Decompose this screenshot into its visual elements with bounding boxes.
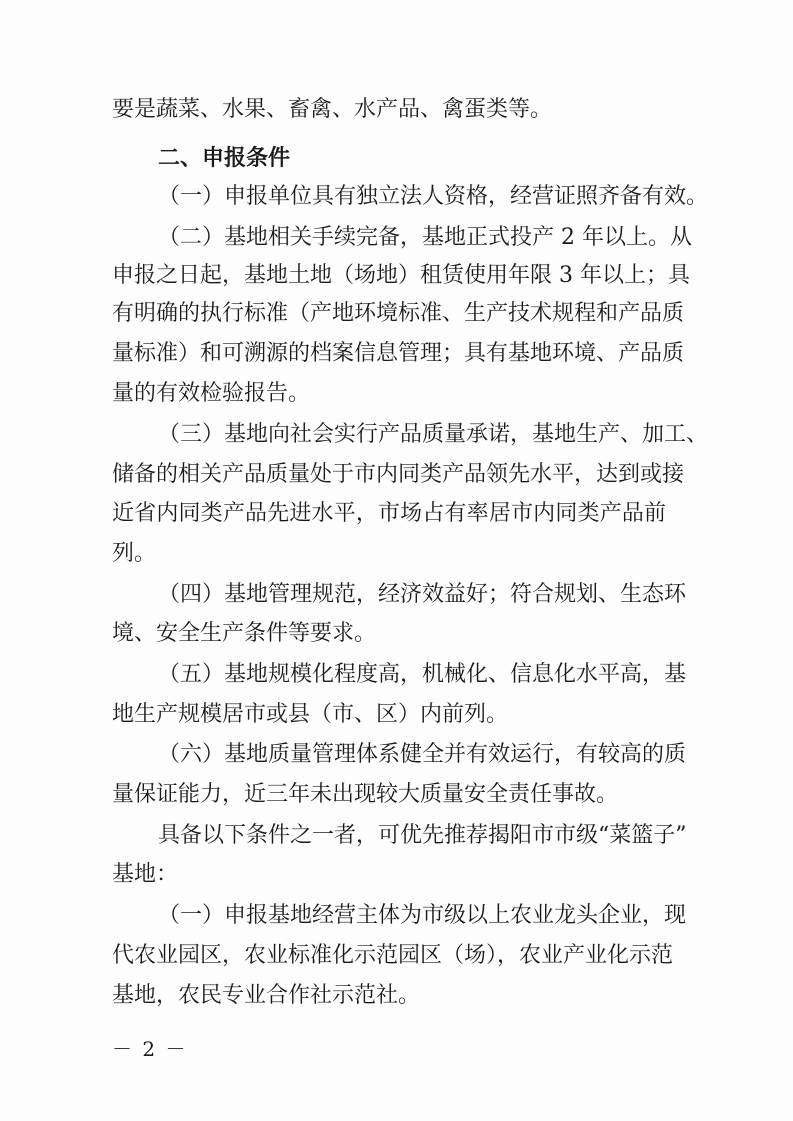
- text-line: 近省内同类产品先进水平，市场占有率居市内同类产品前: [112, 501, 666, 526]
- text-line: （二）基地相关手续完备，基地正式投产 2 年以上。从: [158, 225, 692, 250]
- text-line: 境、安全生产条件等要求。: [112, 621, 377, 646]
- text-line: 地生产规模居市或县（市、区）内前列。: [112, 702, 509, 727]
- text-line: 量的有效检验报告。: [112, 381, 311, 406]
- text-line: （一）申报单位具有独立法人资格，经营证照齐备有效。: [158, 184, 709, 209]
- text-line: 基地：: [112, 862, 179, 887]
- text-line: （五）基地规模化程度高，机械化、信息化水平高，基: [158, 662, 687, 687]
- text-line: （一）申报基地经营主体为市级以上农业龙头企业，现: [158, 903, 687, 928]
- text-line: （六）基地质量管理体系健全并有效运行，有较高的质: [158, 742, 687, 767]
- page-number: － 2 －: [112, 1037, 188, 1061]
- text-line: 具备以下条件之一者，可优先推荐揭阳市市级“菜篮子”: [158, 823, 687, 848]
- text-line: （四）基地管理规范，经济效益好；符合规划、生态环: [158, 582, 687, 607]
- text-line: 申报之日起，基地土地（场地）租赁使用年限 3 年以上；具: [112, 263, 690, 288]
- text-line: 列。: [112, 541, 157, 566]
- text-line: 有明确的执行标准（产地环境标准、生产技术规程和产品质: [112, 301, 685, 326]
- section-heading: 二、申报条件: [158, 146, 291, 171]
- text-line: 储备的相关产品质量处于市内同类产品领先水平，达到或接: [112, 462, 685, 487]
- text-line: 量标准）和可溯源的档案信息管理；具有基地环境、产品质: [112, 341, 685, 366]
- text-line: 代农业园区，农业标准化示范园区（场），农业产业化示范: [112, 943, 674, 968]
- text-line: （三）基地向社会实行产品质量承诺，基地生产、加工、: [158, 422, 709, 447]
- text-line: 量保证能力，近三年未出现较大质量安全责任事故。: [112, 782, 619, 807]
- text-line: 基地，农民专业合作社示范社。: [112, 983, 421, 1008]
- text-line: 要是蔬菜、水果、畜禽、水产品、禽蛋类等。: [112, 97, 553, 122]
